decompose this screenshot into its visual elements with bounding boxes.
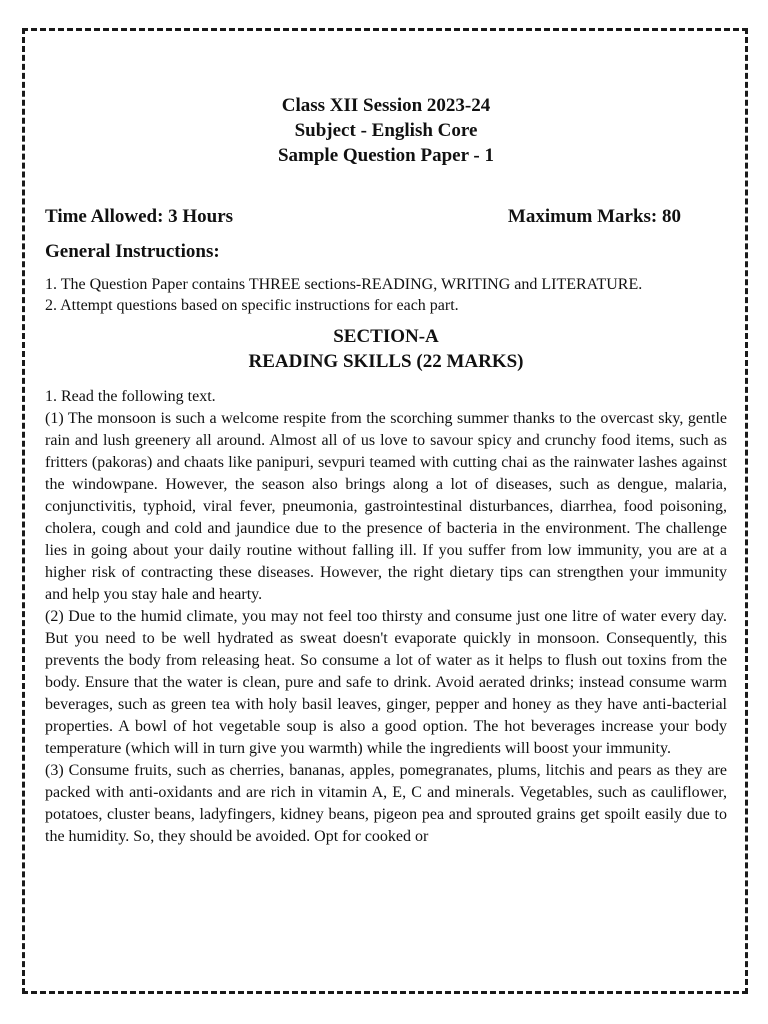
general-instructions-list xyxy=(45,274,727,316)
general-instructions-heading: General Instructions: xyxy=(45,241,220,262)
instruction-item: 1. The Question Paper contains THREE sections-READING, WRITING and LITERATURE. xyxy=(45,276,643,293)
passage-intro: 1. Read the following text. xyxy=(45,388,216,405)
passage-paragraph: (2) Due to the humid climate, you may not feel too thirsty and consume just one litre of water every day. But you need to be well hydrated as sweat doesn't evaporate quickly in monsoon. Consequently, this prevents the body from releasing heat. So consume a lot of water as it helps to flush out toxins from the body. Ensure that the water is clean, pure and safe to drink. Avoid aerated drinks; instead consume warm beverages, such as green tea with holy basil leaves, ginger, pepper and honey as they have anti-bacterial properties. A bowl of hot vegetable soup is also a good option. The hot beverages increase your body temperature (which will in turn give you warmth) while the ingredients will boost your immunity. xyxy=(45,608,727,757)
subject-title: Subject - English Core xyxy=(294,120,478,141)
instruction-item: 2. Attempt questions based on specific instructions for each part. xyxy=(45,297,459,314)
time-allowed: Time Allowed: 3 Hours xyxy=(45,206,234,227)
section-heading xyxy=(45,324,727,374)
paper-header xyxy=(45,93,727,168)
exam-meta-row xyxy=(45,205,727,229)
maximum-marks: Maximum Marks: 80 xyxy=(507,206,681,227)
question-paper-page xyxy=(45,93,727,848)
class-session-title: Class XII Session 2023-24 xyxy=(281,95,491,116)
passage-paragraph: (3) Consume fruits, such as cherries, bananas, apples, pomegranates, plums, litchis and pears as they are packed with anti-oxidants and are rich in vitamin A, E, C and minerals. Vegetables, such as cauliflower, potatoes, cluster beans, ladyfingers, kidney beans, pigeon pea and sprouted grains get spoilt easily due to the humidity. So, they should be avoided. Opt for cooked or xyxy=(45,762,727,845)
paper-title: Sample Question Paper - 1 xyxy=(277,145,495,166)
section-subtitle: READING SKILLS (22 MARKS) xyxy=(248,351,524,372)
reading-passage xyxy=(45,386,727,848)
section-title: SECTION-A xyxy=(333,326,439,347)
passage-paragraph: (1) The monsoon is such a welcome respite from the scorching summer thanks to the overcast sky, gentle rain and lush greenery all around. Almost all of us love to savour spicy and crunchy food items, such as fritters (pakoras) and chaats like panipuri, sevpuri teamed with cutting chai as the rainwater lashes against the windowpane. However, the season also brings along a lot of diseases, such as dengue, malaria, conjunctivitis, typhoid, viral fever, pneumonia, gastrointestinal disturbances, diarrhea, food poisoning, cholera, cough and cold and jaundice due to the presence of bacteria in the environment. The challenge lies in going about your daily routine without falling ill. If you suffer from low immunity, you are at a higher risk of contracting these diseases. However, the right dietary tips can strengthen your immunity and help you stay hale and hearty. xyxy=(45,410,727,603)
